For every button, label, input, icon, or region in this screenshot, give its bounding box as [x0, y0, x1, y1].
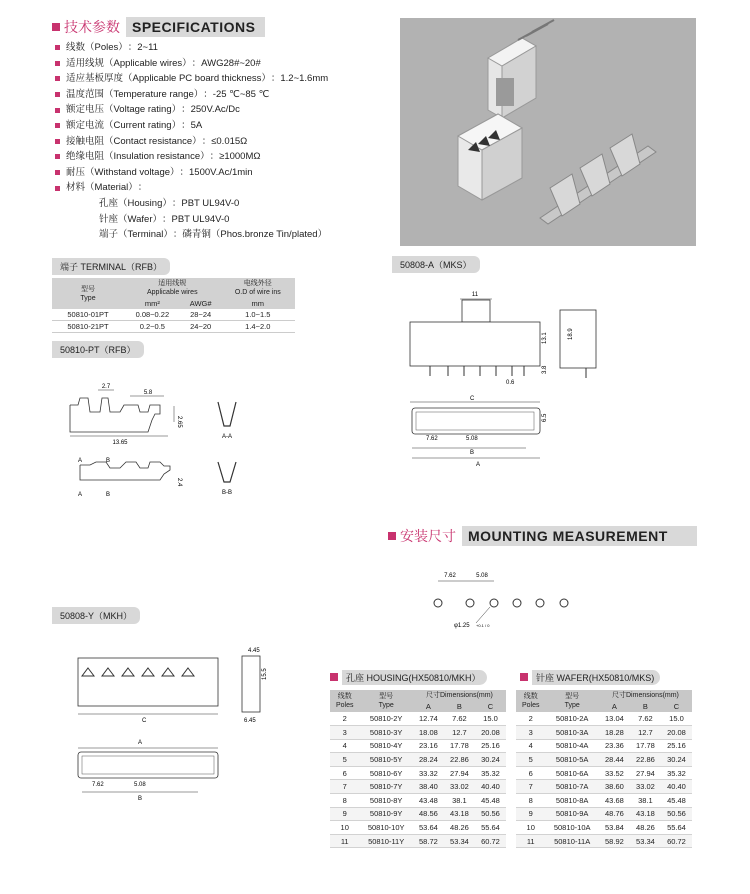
terminal-subheader-mm: mm [221, 298, 295, 309]
spec-value: ：2~11 [127, 42, 158, 53]
table-cell: 53.64 [413, 821, 444, 835]
housing-table: 线数 Poles 型号 Type 尺寸Dimensions(mm) A B C 2 50810-2Y 12.74 7.62 15.0 3 50810-3Y 18.08 12.7 20.08 4 50810-4Y 23.16 17.78 25.16 5 50810-5Y 28.24 22.86 30.24 6 50810-6Y 33.32 27.94 35.32 7 50810-7Y 38.40 33.02 40.40 8 50810-8Y 43.48 38.1 45.48 9 50810-9Y 48.56 43.18 50.56 10 50810-10Y 53.64 48.26 55.64 11 50810-11Y 58.72 53.34 60.72 [330, 690, 506, 848]
table-cell: 17.78 [630, 739, 661, 753]
table-cell: 50810-10Y [359, 821, 412, 835]
table-cell: 10 [330, 821, 359, 835]
housing-drawing-tag: 50808-Y（MKH） [52, 607, 140, 624]
table-cell: 30.24 [475, 753, 506, 767]
table-cell: 53.84 [599, 821, 630, 835]
spec-value: ：≤0.015Ω [201, 135, 248, 147]
housing-dim-5-08: 5.08 [134, 782, 146, 788]
table-cell: 23.36 [599, 739, 630, 753]
table-cell: 2 [330, 712, 359, 726]
table-row [330, 766, 506, 780]
table-cell: 33.02 [630, 780, 661, 794]
spec-row [55, 149, 395, 165]
table-row [330, 780, 506, 794]
dim-a: A [476, 462, 481, 468]
table-cell: 7.62 [630, 712, 661, 726]
housing-table-title: 孔座 HOUSING(HX50810/MKH） [330, 669, 487, 685]
wafer-drawing-tag: 50808-A（MKS） [392, 256, 480, 273]
dim-11: 11 [471, 292, 479, 298]
table-cell: 48.26 [630, 821, 661, 835]
dim-13-1: 13.1 [542, 332, 548, 344]
specifications-heading: 技术参数 SPECIFICATIONS [52, 16, 265, 38]
table-cell: 7.62 [444, 712, 475, 726]
spec-label: 适用线规（Applicable wires） [66, 57, 192, 69]
spec-row [55, 71, 395, 87]
table-row [330, 712, 506, 726]
table-cell: 22.86 [630, 753, 661, 767]
pt-tag: 50810-PT（RFB） [52, 341, 144, 358]
table-row [330, 726, 506, 740]
table-cell: 50810-9A [545, 807, 598, 821]
spec-label: 温度范围（Temperature range） [66, 88, 204, 100]
mounting-heading: 安装尺寸 MOUNTING MEASUREMENT [388, 525, 697, 547]
spec-value: ：AWG28#~20# [191, 57, 261, 69]
spec-row [55, 134, 395, 150]
spec-row [55, 118, 395, 134]
material-label: 孔座（Housing） [99, 197, 172, 209]
table-cell: 50810-9Y [359, 807, 412, 821]
table-cell: 24~20 [181, 321, 221, 333]
label-a-top: A [78, 458, 83, 464]
table-cell: 8 [330, 794, 359, 808]
label-a-bottom: A [78, 492, 83, 498]
material-label: 端子（Terminal） [99, 229, 173, 241]
table-cell: 60.72 [661, 834, 692, 848]
housing-dim-15-5: 15.5 [262, 668, 268, 680]
section-b-b: B-B [221, 490, 233, 496]
bullet [55, 139, 60, 144]
table-cell: 38.1 [444, 794, 475, 808]
table-cell: 50810-2A [545, 712, 598, 726]
table-cell: 25.16 [661, 739, 692, 753]
table-cell: 11 [330, 834, 359, 848]
housing-dim-c: C [142, 718, 147, 724]
spec-label: 额定电压（Voltage rating） [66, 104, 182, 116]
table-cell: 4 [330, 739, 359, 753]
bullet [55, 170, 60, 175]
table-cell: 50810-6A [545, 766, 598, 780]
table-cell: 50810-4A [545, 739, 598, 753]
table-cell: 5 [516, 753, 545, 767]
dim-13-65: 13.65 [112, 440, 128, 446]
table-cell: 12.7 [444, 726, 475, 740]
bullet [55, 154, 60, 159]
table-cell: 48.26 [444, 821, 475, 835]
table-cell: 43.18 [444, 807, 475, 821]
spec-value: ：-25 ℃~85 ℃ [203, 88, 270, 100]
mount-hole [466, 599, 474, 607]
table-row [516, 780, 692, 794]
section-marker [388, 532, 396, 540]
dim-6-5: 6.5 [542, 413, 548, 422]
dim-c: C [470, 396, 475, 402]
table-cell: 35.32 [661, 766, 692, 780]
table-cell: 27.94 [630, 766, 661, 780]
material-value: ：PBT UL94V-0 [161, 213, 230, 225]
spec-value: ：≥1000MΩ [209, 151, 261, 163]
spec-value: ：5A [181, 119, 203, 131]
bullet [55, 123, 60, 128]
table-cell: 27.94 [444, 766, 475, 780]
table-cell: 50810-11Y [359, 834, 412, 848]
table-cell: 10 [516, 821, 545, 835]
dim-7-62: 7.62 [426, 436, 438, 442]
table-row [52, 321, 295, 333]
table-row [516, 794, 692, 808]
table-row [516, 834, 692, 848]
table-cell: 50810-4Y [359, 739, 412, 753]
spec-row [55, 87, 395, 103]
table-cell: 60.72 [475, 834, 506, 848]
label-b-top: B [106, 458, 111, 464]
table-cell: 6 [330, 766, 359, 780]
specifications-list [55, 40, 395, 243]
table-cell: 12.74 [413, 712, 444, 726]
mount-dim-7-62: 7.62 [444, 573, 456, 579]
spec-value: ：1.2~1.6mm [270, 73, 329, 85]
terminal-tag: 端子 TERMINAL（RFB） [52, 258, 170, 275]
spec-label: 材料（Material） [66, 182, 138, 194]
connector-photo-illustration [400, 18, 696, 246]
spec-row [55, 56, 395, 72]
table-cell: 3 [516, 726, 545, 740]
table-cell: 15.0 [475, 712, 506, 726]
table-cell: 50810-11A [545, 834, 598, 848]
bullet [55, 76, 60, 81]
label-b-bottom: B [106, 492, 111, 498]
table-cell: 20.08 [661, 726, 692, 740]
mount-hole [434, 599, 442, 607]
table-cell: 9 [516, 807, 545, 821]
table-cell: 50810-5Y [359, 753, 412, 767]
table-cell: 50810-10A [545, 821, 598, 835]
housing-dim-b: B [138, 796, 143, 802]
housing-dim-a: A [138, 740, 143, 746]
dim-5-8: 5.8 [143, 390, 153, 396]
section-marker [520, 673, 528, 681]
table-cell: 40.40 [661, 780, 692, 794]
material-row [55, 212, 395, 228]
table-cell: 43.68 [599, 794, 630, 808]
table-cell: 55.64 [475, 821, 506, 835]
bullet [55, 186, 60, 191]
table-cell: 0.2~0.5 [124, 321, 181, 333]
table-row [516, 766, 692, 780]
table-cell: 1.4~2.0 [221, 321, 295, 333]
wafer-table-title: 针座 WAFER(HX50810/MKS) [520, 669, 660, 685]
table-row [330, 794, 506, 808]
table-cell: 38.1 [630, 794, 661, 808]
spec-row [55, 102, 395, 118]
table-cell: 33.02 [444, 780, 475, 794]
terminal-subheader-awg: AWG# [181, 298, 221, 309]
table-cell: 7 [330, 780, 359, 794]
mount-dim-5-08: 5.08 [476, 573, 488, 579]
table-cell: 28.24 [413, 753, 444, 767]
table-cell: 38.60 [599, 780, 630, 794]
table-row [330, 807, 506, 821]
table-cell: 58.92 [599, 834, 630, 848]
table-cell: 43.18 [630, 807, 661, 821]
housing-dim-6-45: 6.45 [244, 718, 256, 724]
terminal-drawing [60, 370, 260, 500]
table-cell: 25.16 [475, 739, 506, 753]
table-row [516, 739, 692, 753]
table-cell: 50810-6Y [359, 766, 412, 780]
table-cell: 2 [516, 712, 545, 726]
housing-dim-4-45: 4.45 [248, 648, 260, 654]
mount-hole [513, 599, 521, 607]
table-cell: 9 [330, 807, 359, 821]
table-cell: 45.48 [661, 794, 692, 808]
table-cell: 43.48 [413, 794, 444, 808]
section-a-a: A-A [221, 434, 233, 440]
dim-3-8: 3.8 [542, 365, 548, 374]
housing-dim-7-62: 7.62 [92, 782, 104, 788]
table-cell: 48.76 [599, 807, 630, 821]
table-cell: 0.08~0.22 [124, 309, 181, 321]
table-row [516, 821, 692, 835]
mount-hole-diameter: φ1.25 [454, 623, 470, 629]
spec-row [55, 40, 395, 56]
table-cell: 58.72 [413, 834, 444, 848]
table-cell: 50810-7A [545, 780, 598, 794]
table-row [516, 807, 692, 821]
section-marker [330, 673, 338, 681]
table-cell: 15.0 [661, 712, 692, 726]
dim-2-7: 2.7 [101, 384, 111, 390]
spec-label: 耐压（Withstand voltage） [66, 166, 180, 178]
table-cell: 20.08 [475, 726, 506, 740]
table-cell: 50810-7Y [359, 780, 412, 794]
table-cell: 50810-3A [545, 726, 598, 740]
wafer-drawing [400, 280, 600, 470]
table-cell: 50810-5A [545, 753, 598, 767]
bullet [55, 108, 60, 113]
table-cell: 5 [330, 753, 359, 767]
wafer-table: 线数 Poles 型号 Type 尺寸Dimensions(mm) A B C 2 50810-2A 13.04 7.62 15.0 3 50810-3A 18.28 12.7 20.08 4 50810-4A 23.36 17.78 25.16 5 50810-5A 28.44 22.86 30.24 6 50810-6A 33.52 27.94 35.32 7 50810-7A 38.60 33.02 40.40 8 50810-8A 43.68 38.1 45.48 9 50810-9A 48.76 43.18 50.56 10 50810-10A 53.84 48.26 55.64 11 50810-11A 58.92 53.34 60.72 [516, 690, 692, 848]
table-cell: 50.56 [475, 807, 506, 821]
dim-2-4: 2.4 [176, 478, 182, 487]
table-row [330, 821, 506, 835]
table-cell: 18.08 [413, 726, 444, 740]
table-cell: 45.48 [475, 794, 506, 808]
material-value: ：PBT UL94V-0 [171, 197, 240, 209]
mount-hole [536, 599, 544, 607]
table-cell: 6 [516, 766, 545, 780]
table-row [516, 753, 692, 767]
table-row [516, 712, 692, 726]
spec-label: 适应基板厚度（Applicable PC board thickness） [66, 73, 271, 85]
material-row [55, 196, 395, 212]
dim-2-65: 2.65 [176, 416, 182, 428]
table-cell: 40.40 [475, 780, 506, 794]
mount-hole [490, 599, 498, 607]
table-row [52, 309, 295, 321]
mount-hole [560, 599, 568, 607]
table-cell: 55.64 [661, 821, 692, 835]
table-cell: 7 [516, 780, 545, 794]
spec-value: ： [137, 182, 148, 194]
spec-row [55, 180, 395, 196]
spec-label: 接触电阻（Contact resistance） [66, 135, 202, 147]
table-cell: 23.16 [413, 739, 444, 753]
table-cell: 50810-3Y [359, 726, 412, 740]
mount-hole-tolerance: +0.1 / 0 [476, 623, 490, 628]
table-cell: 33.32 [413, 766, 444, 780]
table-row [330, 834, 506, 848]
table-cell: 33.52 [599, 766, 630, 780]
bullet [55, 45, 60, 50]
table-cell: 13.04 [599, 712, 630, 726]
terminal-header-type: 型号 Type [52, 278, 124, 309]
table-cell: 53.34 [630, 834, 661, 848]
housing-drawing [68, 644, 278, 809]
table-cell: 50810-2Y [359, 712, 412, 726]
table-cell: 17.78 [444, 739, 475, 753]
spec-value: ：1500V.Ac/1min [179, 166, 253, 178]
terminal-header-od: 电线外径 O.D of wire ins [221, 278, 295, 298]
table-row [516, 726, 692, 740]
table-cell: 50810-8A [545, 794, 598, 808]
table-cell: 11 [516, 834, 545, 848]
table-row [330, 753, 506, 767]
table-cell: 3 [330, 726, 359, 740]
material-row [55, 227, 395, 243]
dim-0-6: 0.6 [506, 380, 515, 386]
material-label: 针座（Wafer） [99, 213, 162, 225]
mounting-hole-pattern [428, 565, 588, 635]
spec-row [55, 165, 395, 181]
terminal-header-wires: 适用线规 Applicable wires [124, 278, 221, 298]
table-cell: 50.56 [661, 807, 692, 821]
bullet [55, 92, 60, 97]
bullet [55, 61, 60, 66]
table-cell: 48.56 [413, 807, 444, 821]
table-cell: 50810-8Y [359, 794, 412, 808]
table-cell: 8 [516, 794, 545, 808]
dim-b: B [470, 450, 475, 456]
table-cell: 12.7 [630, 726, 661, 740]
table-cell: 4 [516, 739, 545, 753]
table-cell: 18.28 [599, 726, 630, 740]
table-cell: 50810-21PT [52, 321, 124, 333]
table-cell: 30.24 [661, 753, 692, 767]
spec-label: 线数（Poles） [66, 42, 128, 53]
product-photo [400, 18, 696, 246]
table-cell: 28~24 [181, 309, 221, 321]
table-cell: 53.34 [444, 834, 475, 848]
table-row [330, 739, 506, 753]
table-cell: 35.32 [475, 766, 506, 780]
spec-label: 额定电流（Current rating） [66, 119, 182, 131]
terminal-subheader-mm2: mm² [124, 298, 181, 309]
table-cell: 28.44 [599, 753, 630, 767]
spec-label: 绝缘电阻（Insulation resistance） [66, 151, 210, 163]
table-cell: 38.40 [413, 780, 444, 794]
table-cell: 1.0~1.5 [221, 309, 295, 321]
spec-value: ：250V.Ac/Dc [181, 104, 240, 116]
section-marker [52, 23, 60, 31]
material-value: ：磷青铜（Phos.bronze Tin/plated） [172, 229, 328, 241]
terminal-table [52, 278, 295, 333]
table-cell: 50810-01PT [52, 309, 124, 321]
dim-18-9: 18.9 [568, 328, 574, 340]
dim-5-08: 5.08 [466, 436, 478, 442]
table-cell: 22.86 [444, 753, 475, 767]
